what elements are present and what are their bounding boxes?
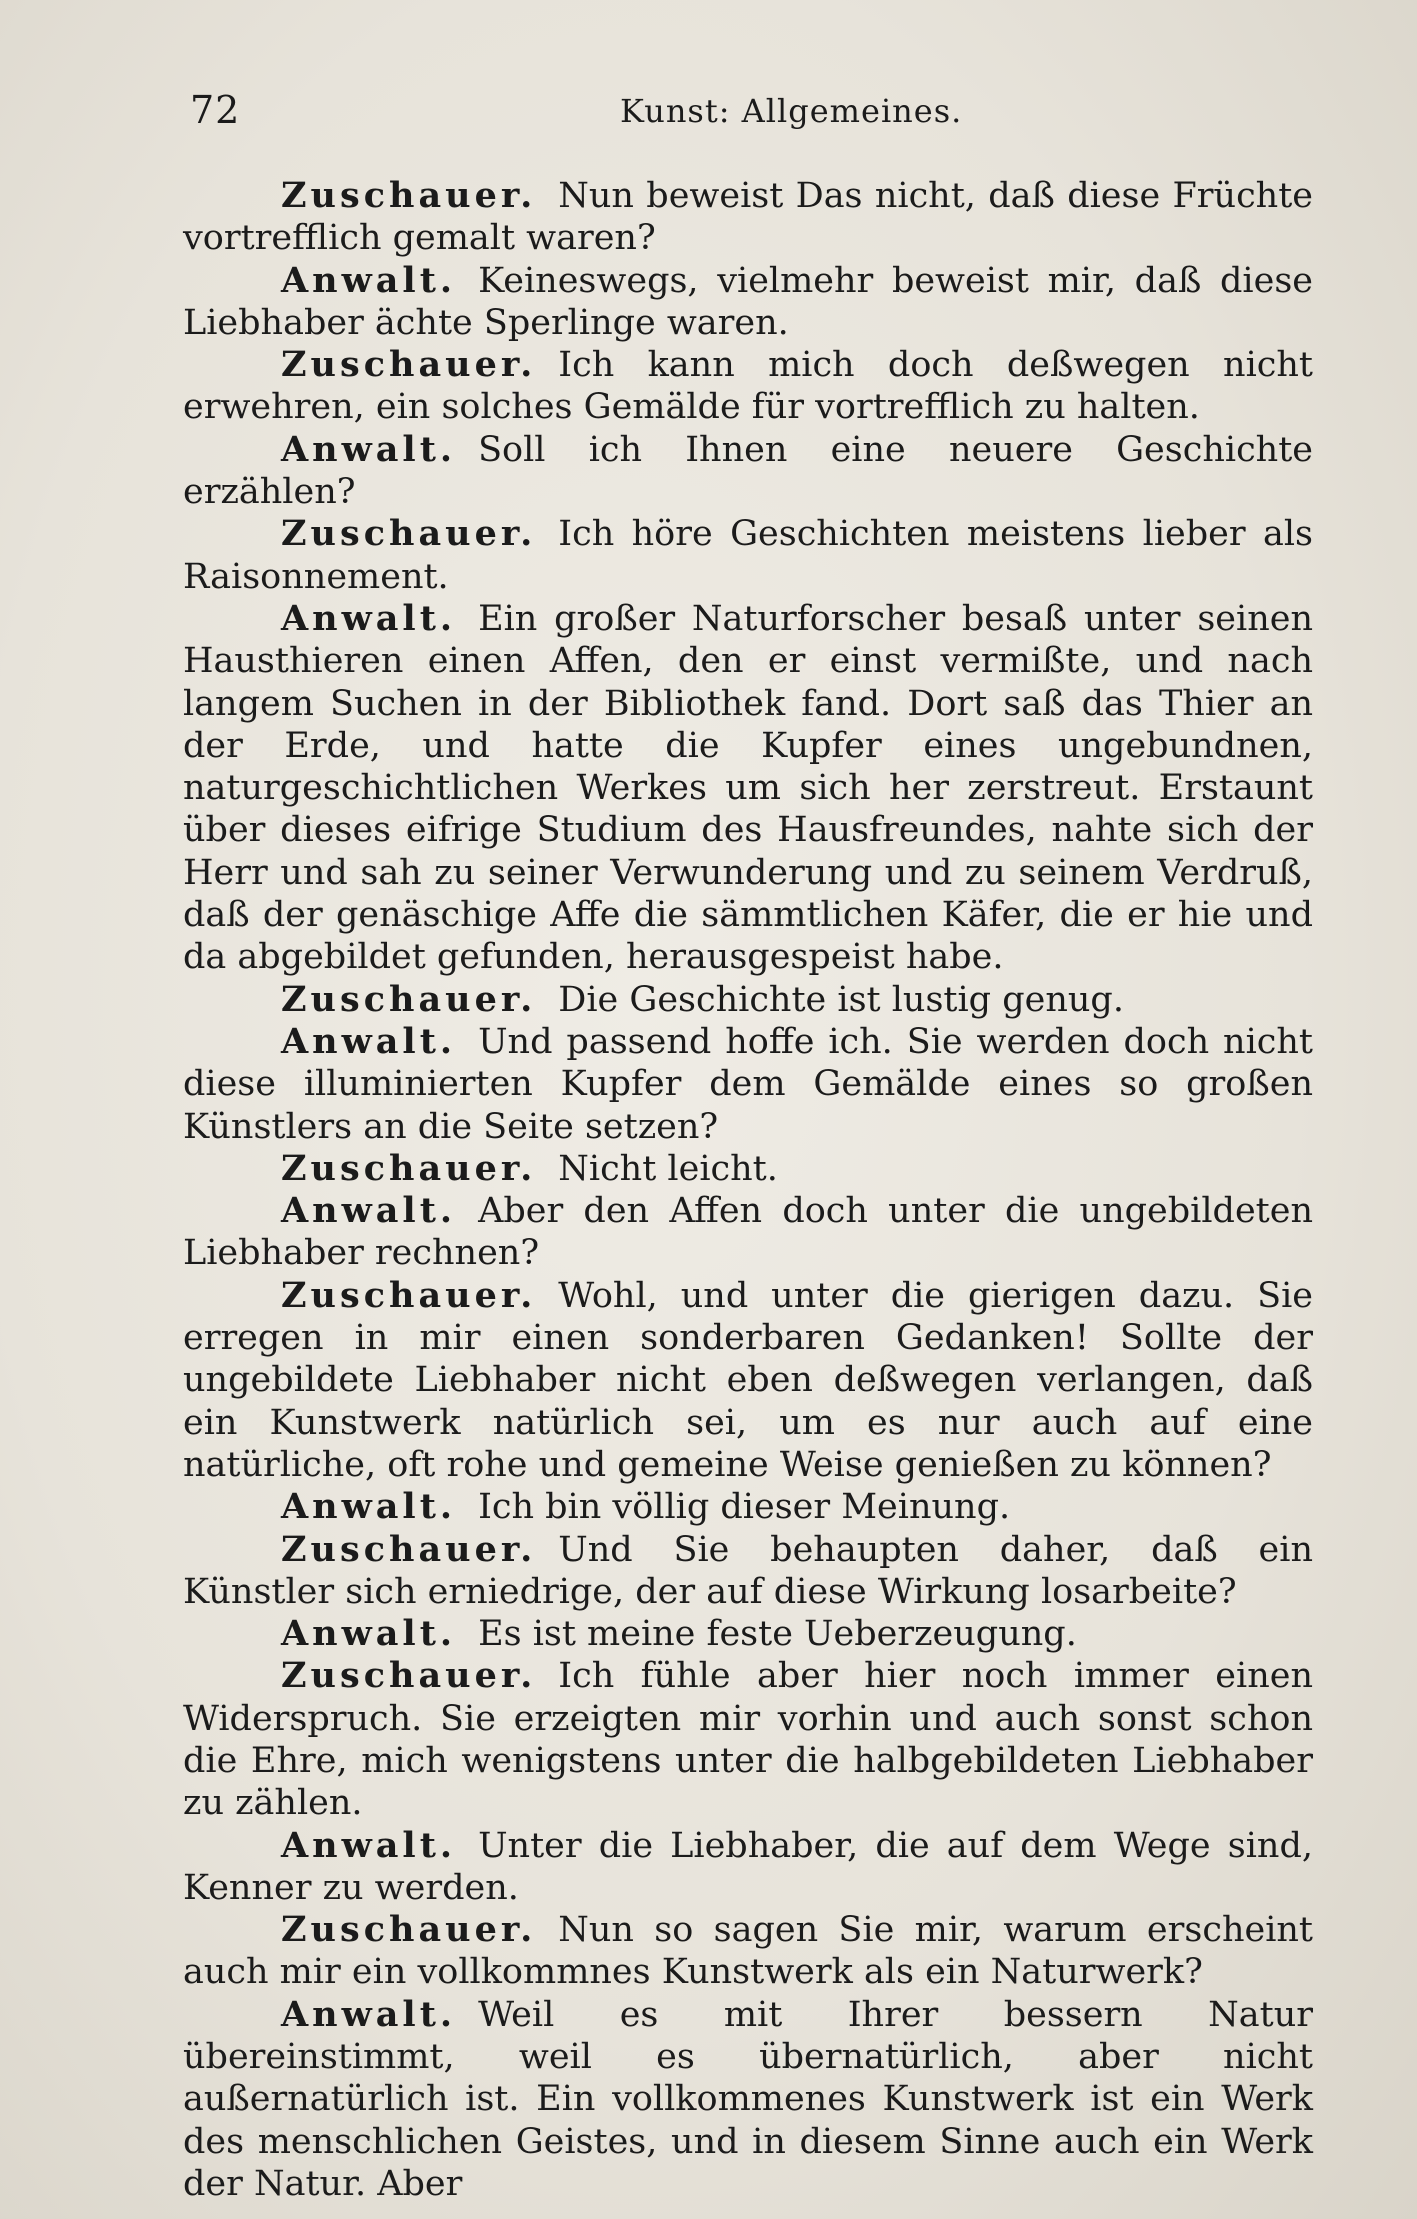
speaker-name: Anwalt. <box>281 428 457 470</box>
speech-paragraph <box>183 979 1313 1021</box>
speaker-name: Anwalt. <box>281 597 457 639</box>
speech-paragraph <box>183 1021 1313 1148</box>
speech-text: Wohl, und unter die gierigen dazu. Sie erregen in mir einen sonderbaren Gedanken! Sollte der ungebildete Liebhaber nicht eben deßwegen verlangen, daß ein Kunstwerk natürlich sei, um es nur auch auf eine natürliche, oft rohe und gemeine Weise genießen zu können? <box>183 1275 1313 1485</box>
speech-text: Und Sie behaupten daher, daß ein Künstler sich erniedrige, der auf diese Wirkung losarbeite? <box>183 1529 1313 1612</box>
speech-paragraph <box>183 513 1313 598</box>
speech-paragraph <box>183 175 1313 260</box>
page-number: 72 <box>190 88 241 132</box>
speech-paragraph <box>183 1613 1313 1655</box>
speech-text: Nun beweist Das nicht, daß diese Früchte vortrefflich gemalt waren? <box>183 176 1313 259</box>
speech-paragraph <box>183 1529 1313 1614</box>
speaker-name: Zuschauer. <box>281 1909 537 1951</box>
speech-paragraph <box>183 1190 1313 1275</box>
speech-text: Ich kann mich doch deßwegen nicht erwehren, ein solches Gemälde für vortrefflich zu halten. <box>183 345 1313 428</box>
speaker-name: Zuschauer. <box>281 1274 537 1316</box>
speech-text: Und passend hoffe ich. Sie werden doch nicht diese illuminierten Kupfer dem Gemälde eines so großen Künstlers an die Seite setzen? <box>183 1021 1313 1147</box>
speech-paragraph <box>183 260 1313 345</box>
speech-paragraph <box>183 344 1313 429</box>
speaker-name: Zuschauer. <box>281 175 537 216</box>
speech-paragraph <box>183 1825 1313 1910</box>
speech-text: Nun so sagen Sie mir, warum erscheint auch mir ein vollkommnes Kunstwerk als ein Naturwerk? <box>183 1910 1313 1993</box>
speaker-name: Anwalt. <box>281 1613 457 1655</box>
running-title: Kunst: Allgemeines. <box>620 92 963 130</box>
speech-paragraph <box>183 598 1313 979</box>
speech-text: Nicht leicht. <box>558 1148 778 1189</box>
speaker-name: Anwalt. <box>281 1824 457 1866</box>
speaker-name: Zuschauer. <box>281 1147 537 1189</box>
speaker-name: Zuschauer. <box>281 513 537 555</box>
speech-text: Ein großer Naturforscher besaß unter seinen Hausthieren einen Affen, den er einst vermißte, und nach langem Suchen in der Bibliothek fand. Dort saß das Thier an der Erde, und hatte die Kupfer eines ungebundnen, naturgeschichtlichen Werkes um sich her zerstreut. Erstaunt über dieses eifrige Studium des Hausfreundes, nahte sich der Herr und sah zu seiner Verwunderung und zu seinem Verdruß, daß der genäschige Affe die sämmtlichen Käfer, die er hie und da abgebildet gefunden, herausgespeist habe. <box>183 598 1313 978</box>
speech-text: Aber den Affen doch unter die ungebildeten Liebhaber rechnen? <box>183 1191 1313 1274</box>
page-header <box>190 88 1310 138</box>
speech-text: Die Geschichte ist lustig genug. <box>558 979 1124 1020</box>
speech-text: Es ist meine feste Ueberzeugung. <box>478 1614 1077 1655</box>
speech-text: Ich bin völlig dieser Meinung. <box>478 1487 1011 1528</box>
speech-paragraph <box>183 1655 1313 1824</box>
speaker-name: Anwalt. <box>281 259 457 301</box>
speech-text: Weil es mit Ihrer bessern Natur übereinstimmt, weil es übernatürlich, aber nicht außernatürlich ist. Ein vollkommenes Kunstwerk ist ein Werk des menschlichen Geistes, und in diesem Sinne auch ein Werk der Natur. Aber <box>183 1994 1313 2204</box>
speech-text: Unter die Liebhaber, die auf dem Wege sind, Kenner zu werden. <box>183 1825 1313 1908</box>
speech-paragraph <box>183 1994 1313 2205</box>
speaker-name: Anwalt. <box>281 1190 457 1232</box>
speech-paragraph <box>183 1148 1313 1190</box>
speech-paragraph <box>183 1275 1313 1486</box>
dialogue-text <box>183 175 1313 2205</box>
speaker-name: Anwalt. <box>281 1020 457 1062</box>
speech-text: Ich höre Geschichten meistens lieber als Raisonnement. <box>183 514 1313 597</box>
speaker-name: Anwalt. <box>281 1993 457 2035</box>
speaker-name: Zuschauer. <box>281 978 537 1020</box>
speaker-name: Anwalt. <box>281 1486 457 1528</box>
speaker-name: Zuschauer. <box>281 344 537 386</box>
speech-paragraph <box>183 1486 1313 1528</box>
speech-text: Ich fühle aber hier noch immer einen Widerspruch. Sie erzeigten mir vorhin und auch sonst schon die Ehre, mich wenigstens unter die halbgebildeten Liebhaber zu zählen. <box>183 1656 1313 1824</box>
speaker-name: Zuschauer. <box>281 1655 537 1697</box>
speaker-name: Zuschauer. <box>281 1528 537 1570</box>
speech-text: Soll ich Ihnen eine neuere Geschichte erzählen? <box>183 429 1313 513</box>
speech-paragraph <box>183 429 1313 514</box>
speech-paragraph <box>183 1909 1313 1994</box>
speech-text: Keineswegs, vielmehr beweist mir, daß diese Liebhaber ächte Sperlinge waren. <box>183 260 1313 343</box>
